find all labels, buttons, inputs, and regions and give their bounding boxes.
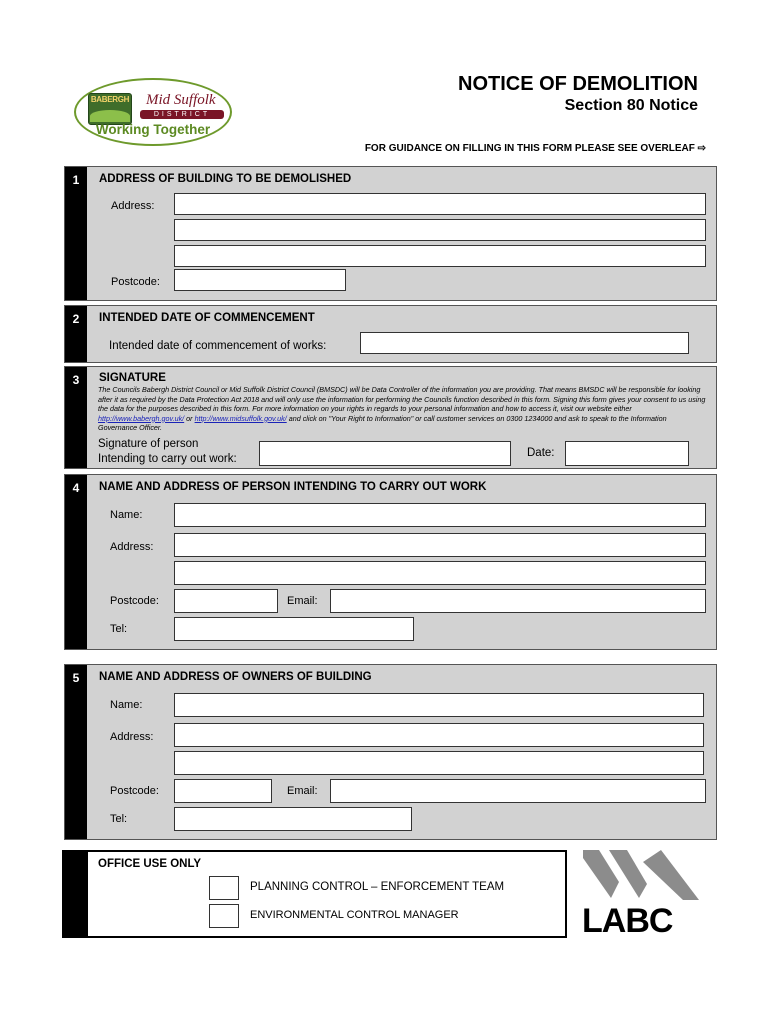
section-title: NAME AND ADDRESS OF OWNERS OF BUILDING [99,671,372,683]
planning-control-checkbox[interactable] [209,876,239,900]
environmental-control-checkbox[interactable] [209,904,239,928]
section-title: ADDRESS OF BUILDING TO BE DEMOLISHED [99,173,352,185]
office-use-title: OFFICE USE ONLY [98,858,202,870]
commencement-date-label: Intended date of commencement of works: [109,340,327,352]
worker-name-field[interactable] [174,503,706,527]
building-address-line3-field[interactable] [174,245,706,267]
section-signature [64,366,717,469]
environmental-control-label: ENVIRONMENTAL CONTROL MANAGER [250,909,459,921]
document-subtitle: Section 80 Notice [564,97,698,114]
section-number: 5 [65,665,87,839]
babergh-website-link[interactable]: http://www.babergh.gov.uk/ [98,413,185,423]
email-label: Email: [287,595,318,607]
worker-email-field[interactable] [330,589,706,613]
mid-suffolk-logo-text: Mid Suffolk [146,92,216,108]
section-number: 2 [65,306,87,362]
midsuffolk-website-link[interactable]: http://www.midsuffolk.gov.uk/ [194,413,287,423]
signature-label-line1: Signature of person [98,438,199,450]
signature-date-label: Date: [527,447,555,459]
planning-control-label: PLANNING CONTROL – ENFORCEMENT TEAM [250,881,505,893]
section-commencement-date [64,305,717,363]
owner-tel-field[interactable] [174,807,412,831]
district-logo-text: DISTRICT [153,111,211,118]
section-number: 1 [65,167,87,300]
office-use-tab [64,852,88,936]
signature-field[interactable] [259,441,511,466]
owner-postcode-field[interactable] [174,779,272,803]
section-number: 3 [65,367,87,468]
section-title: SIGNATURE [99,372,166,384]
building-address-line2-field[interactable] [174,219,706,241]
address-label: Address: [111,200,155,212]
section-title: INTENDED DATE OF COMMENCEMENT [99,312,315,324]
section-person-carrying-out-work [64,474,717,650]
email-label: Email: [287,785,318,797]
owner-address-line2-field[interactable] [174,751,704,775]
postcode-label: Postcode: [110,785,159,797]
owner-address-line1-field[interactable] [174,723,704,747]
signature-label-line2: Intending to carry out work: [98,453,237,465]
section-title: NAME AND ADDRESS OF PERSON INTENDING TO CARRY OUT WORK [99,481,487,493]
owner-email-field[interactable] [330,779,706,803]
address-label: Address: [110,541,154,553]
tel-label: Tel: [110,623,128,635]
tel-label: Tel: [110,813,128,825]
legal-text-part2: and click on "Your Right to Information" or call customer services on 0300 1234000 and ask to speak to the Information Governance Officer. [98,413,667,433]
name-label: Name: [110,699,143,711]
commencement-date-field[interactable] [360,332,689,354]
babergh-logo-text: BABERGH [90,95,130,104]
section-number: 4 [65,475,87,649]
worker-address-line1-field[interactable] [174,533,706,557]
office-use-panel [62,850,567,938]
legal-text-part1: The Councils Babergh District Council or Mid Suffolk District Council (BMSDC) will be Data Controller of the information you are providing. That means BMSDC will be responsible for looking after it as required by the Data Protection Act 2018 and will only use the information for performing the Councils function described in this form. Signing this form gives your consent to us using the data for the purposes described in this form. For more information on your rights in regards to your personal information and how to access it, visit our website either [98,385,706,414]
guidance-note: FOR GUIDANCE ON FILLING IN THIS FORM PLEASE SEE OVERLEAF ⇨ [364,143,706,154]
name-label: Name: [110,509,143,521]
labc-logo-text: LABC [582,902,673,940]
building-postcode-field[interactable] [174,269,346,291]
postcode-label: Postcode: [111,276,160,288]
postcode-label: Postcode: [110,595,159,607]
section-building-owners [64,664,717,840]
building-address-line1-field[interactable] [174,193,706,215]
worker-address-line2-field[interactable] [174,561,706,585]
worker-postcode-field[interactable] [174,589,278,613]
document-title: NOTICE OF DEMOLITION [458,73,698,95]
labc-logo-mark [583,850,699,906]
legal-text-or: or [184,413,195,423]
address-label: Address: [110,731,154,743]
signature-date-field[interactable] [565,441,689,466]
section-building-address [64,166,717,301]
logo-tagline: Working Together [95,122,211,137]
logo-hill-graphic [90,110,130,122]
owner-name-field[interactable] [174,693,704,717]
worker-tel-field[interactable] [174,617,414,641]
data-protection-statement [98,385,706,433]
